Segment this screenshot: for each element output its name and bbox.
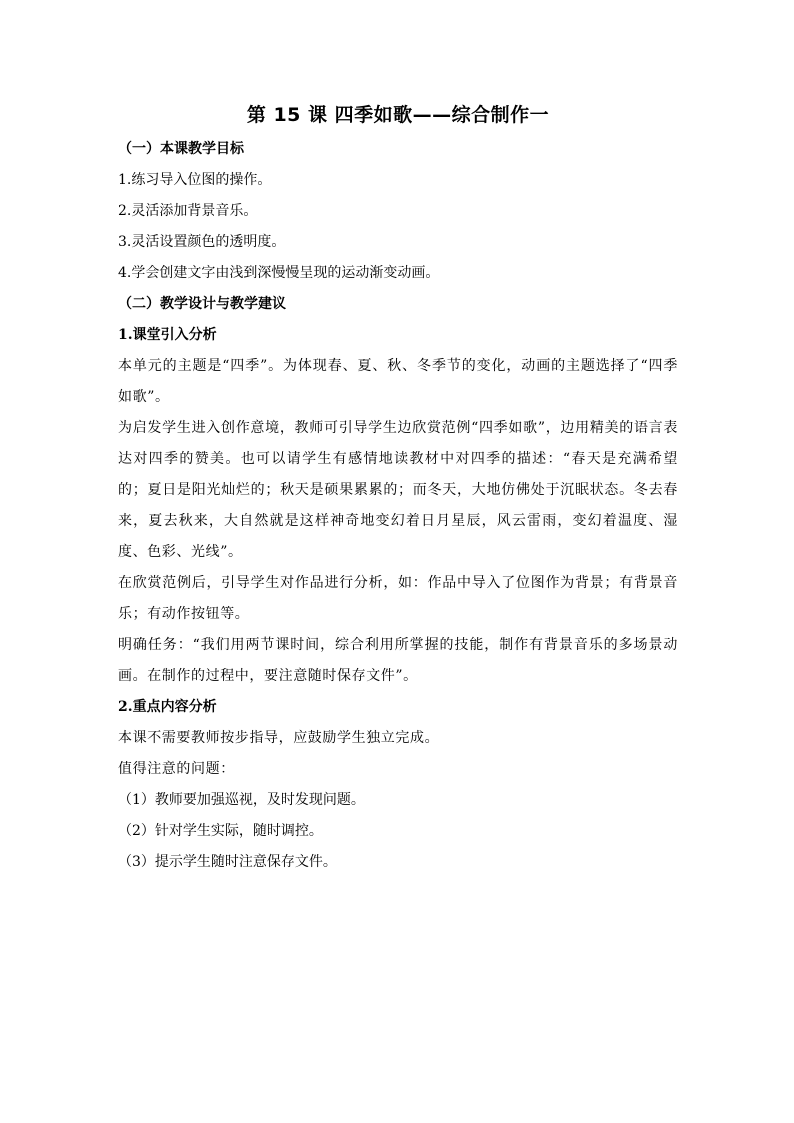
subheading-key-content: 2.重点内容分析: [118, 699, 217, 715]
paragraph: 本单元的主题是“四季”。为体现春、夏、秋、冬季节的变化，动画的主题选择了“四季如歌”。: [118, 358, 678, 405]
document-page: [118, 100, 678, 878]
paragraph: 本课不需要教师按步指导，应鼓励学生独立完成。: [118, 730, 440, 746]
document-title: 第 15 课 四季如歌——综合制作一: [246, 104, 550, 126]
note-item: （2）针对学生实际，随时调控。: [118, 823, 323, 839]
paragraph: 在欣赏范例后，引导学生对作品进行分析，如：作品中导入了位图作为背景；有背景音乐；有动作按钮等。: [118, 575, 678, 622]
paragraph: 为启发学生进入创作意境，教师可引导学生边欣赏范例“四季如歌”，边用精美的语言表达对四季的赞美。也可以请学生有感情地读教材中对四季的描述：“春天是充满希望的；夏日是阳光灿烂的；秋天是硕果累累的；而冬天，大地仿佛处于沉眠状态。冬去春来，夏去秋来，大自然就是这样神奇地变幻着日月星辰，风云雷雨，变幻着温度、湿度、色彩、光线”。: [118, 420, 678, 560]
goal-item: 2.灵活添加背景音乐。: [118, 203, 258, 219]
note-item: （1）教师要加强巡视，及时发现问题。: [118, 792, 365, 808]
section-heading-goals: （一）本课教学目标: [118, 141, 244, 157]
subheading-intro-analysis: 1.课堂引入分析: [118, 327, 217, 343]
goal-item: 4.学会创建文字由浅到深慢慢呈现的运动渐变动画。: [118, 265, 440, 281]
goal-item: 1.练习导入位图的操作。: [118, 172, 272, 188]
paragraph: 值得注意的问题：: [118, 761, 235, 777]
paragraph: 明确任务：“我们用两节课时间，综合利用所掌握的技能，制作有背景音乐的多场景动画。在制作的过程中，要注意随时保存文件”。: [118, 637, 678, 684]
section-heading-design: （二）教学设计与教学建议: [118, 296, 286, 312]
goal-item: 3.灵活设置颜色的透明度。: [118, 234, 286, 250]
note-item: （3）提示学生随时注意保存文件。: [118, 854, 337, 870]
